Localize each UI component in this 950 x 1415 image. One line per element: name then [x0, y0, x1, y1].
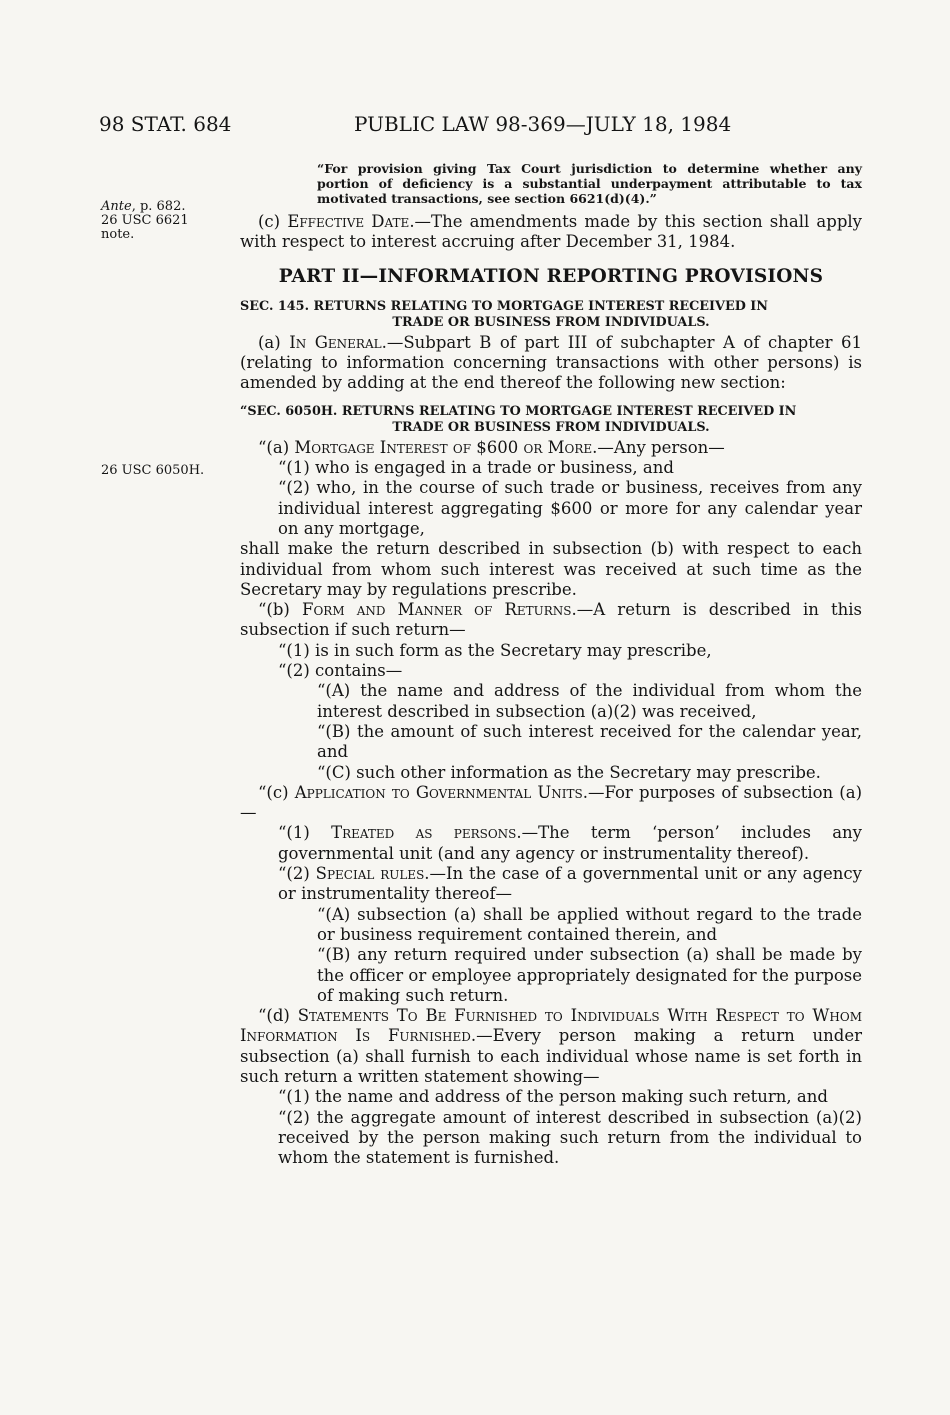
section-145-line1: SEC. 145. RETURNS RELATING TO MORTGAGE INTEREST RECEIVED IN	[240, 298, 768, 314]
quoted-subsection-a	[240, 438, 862, 458]
quoted-a-2: “(2) who, in the course of such trade or business, receives from any individual interest aggregating $600 or more for any calendar year on any mortgage,	[278, 478, 862, 538]
quoted-b-1: “(1) is in such form as the Secretary may prescribe,	[278, 640, 712, 660]
subsection-a	[240, 333, 862, 394]
tax-court-quote: “For provision giving Tax Court jurisdiction to determine whether any portion of deficiency is a substantial underpayment attributable to tax motivated transactions, see section 6621(d)(4).”	[317, 161, 862, 206]
section-6050h-line1: “SEC. 6050H. RETURNS RELATING TO MORTGAGE INTEREST RECEIVED IN	[240, 403, 797, 419]
margin-note-page: , p. 682.	[131, 199, 186, 214]
subsection-c-text: .—The amendments made by this section shall apply with respect to interest accruing after December 31, 1984.	[240, 212, 862, 252]
page-header	[0, 112, 950, 142]
quoted-c-2-A: “(A) subsection (a) shall be applied without regard to the trade or business requirement contained therein, and	[317, 904, 862, 944]
quoted-c-2-text: .—In the case of a governmental unit or any agency or instrumentality thereof—	[278, 864, 862, 904]
margin-note-ante	[101, 200, 231, 242]
section-6050h-line2: TRADE OR BUSINESS FROM INDIVIDUALS.	[392, 419, 710, 435]
section-6050h-heading	[240, 404, 862, 436]
stat-reference: 98 STAT. 684	[99, 112, 232, 136]
quoted-c-1	[240, 823, 862, 864]
margin-note-usc: 26 USC 6621	[101, 213, 189, 228]
quoted-c-2-B: “(B) any return required under subsection (a) shall be made by the officer or employee appropriately designated for the purpose of making such return.	[317, 945, 862, 1005]
quoted-c-2-label: “(2)	[278, 864, 316, 884]
quoted-subsection-c	[240, 783, 862, 824]
section-145-line2: TRADE OR BUSINESS FROM INDIVIDUALS.	[392, 314, 710, 330]
subsection-a-text: .—Subpart B of part III of subchapter A of chapter 61 (relating to information concerning transactions with other persons) is amended by adding at the end thereof the following new section:	[240, 332, 862, 393]
quoted-subsection-b	[240, 600, 862, 641]
quoted-d-label: “(d)	[258, 1006, 298, 1026]
quoted-b-2-B: “(B) the amount of such interest received for the calendar year, and	[317, 721, 862, 762]
document-body	[240, 161, 862, 1168]
quoted-a-heading: Mortgage Interest of $600 or More	[294, 437, 593, 457]
quoted-a-shall: shall make the return described in subsection (b) with respect to each individual from whom such interest was received at such time as the Secretary may by regulations prescribe.	[240, 539, 862, 599]
quoted-b-2-A: “(A) the name and address of the individual from whom the interest described in subsection (a)(2) was received,	[317, 681, 862, 721]
margin-note-note: note.	[101, 227, 135, 242]
quoted-c-2	[240, 864, 862, 905]
quoted-b-2-C: “(C) such other information as the Secretary may prescribe.	[317, 762, 821, 782]
quoted-b-heading: Form and Manner of Returns	[302, 600, 572, 620]
subsection-c	[240, 212, 862, 253]
quoted-a-1: “(1) who is engaged in a trade or business, and	[278, 458, 674, 478]
quoted-c-text: .—For purposes of subsection (a)—	[240, 782, 863, 823]
quoted-c-1-text: .—The term ‘person’ includes any governmental unit (and any agency or instrumentality thereof).	[278, 823, 862, 863]
quoted-d-heading: Statements To Be Furnished to Individuals With Respect to Whom Information Is Furnished	[240, 1006, 862, 1046]
quoted-subsection-d	[240, 1006, 862, 1087]
margin-note-6050h: 26 USC 6050H.	[101, 463, 205, 478]
quoted-c-label: “(c)	[258, 782, 295, 802]
subsection-c-heading: Effective Date	[287, 212, 410, 231]
quoted-b-2: “(2) contains—	[278, 661, 403, 681]
quoted-d-1: “(1) the name and address of the person making such return, and	[278, 1087, 828, 1107]
subsection-c-label: (c)	[258, 212, 288, 231]
quoted-a-text: .—Any person—	[592, 437, 725, 457]
subsection-a-heading: In General	[289, 332, 382, 352]
part-heading: PART II—INFORMATION REPORTING PROVISIONS	[278, 265, 824, 287]
quoted-d-2: “(2) the aggregate amount of interest described in subsection (a)(2) received by the person making such return from the individual to whom the statement is furnished.	[278, 1107, 862, 1168]
section-145-heading	[240, 299, 862, 331]
subsection-a-label: (a)	[258, 332, 290, 352]
quoted-b-label: “(b)	[258, 600, 303, 620]
quoted-c-heading: Application to Governmental Units	[294, 782, 583, 802]
quoted-c-1-heading: Treated as persons	[331, 823, 517, 843]
quoted-c-1-label: “(1)	[278, 823, 332, 843]
quoted-c-2-heading: Special rules	[315, 864, 425, 884]
quoted-d-text: .—Every person making a return under subsection (a) shall furnish to each individual whose name is set forth in such return a written statement showing—	[240, 1026, 862, 1086]
quoted-b-text: .—A return is described in this subsection if such return—	[240, 600, 862, 640]
quoted-a-label: “(a)	[258, 437, 295, 457]
margin-note-italic: Ante	[101, 199, 132, 214]
page-title: PUBLIC LAW 98-369—JULY 18, 1984	[354, 112, 732, 136]
